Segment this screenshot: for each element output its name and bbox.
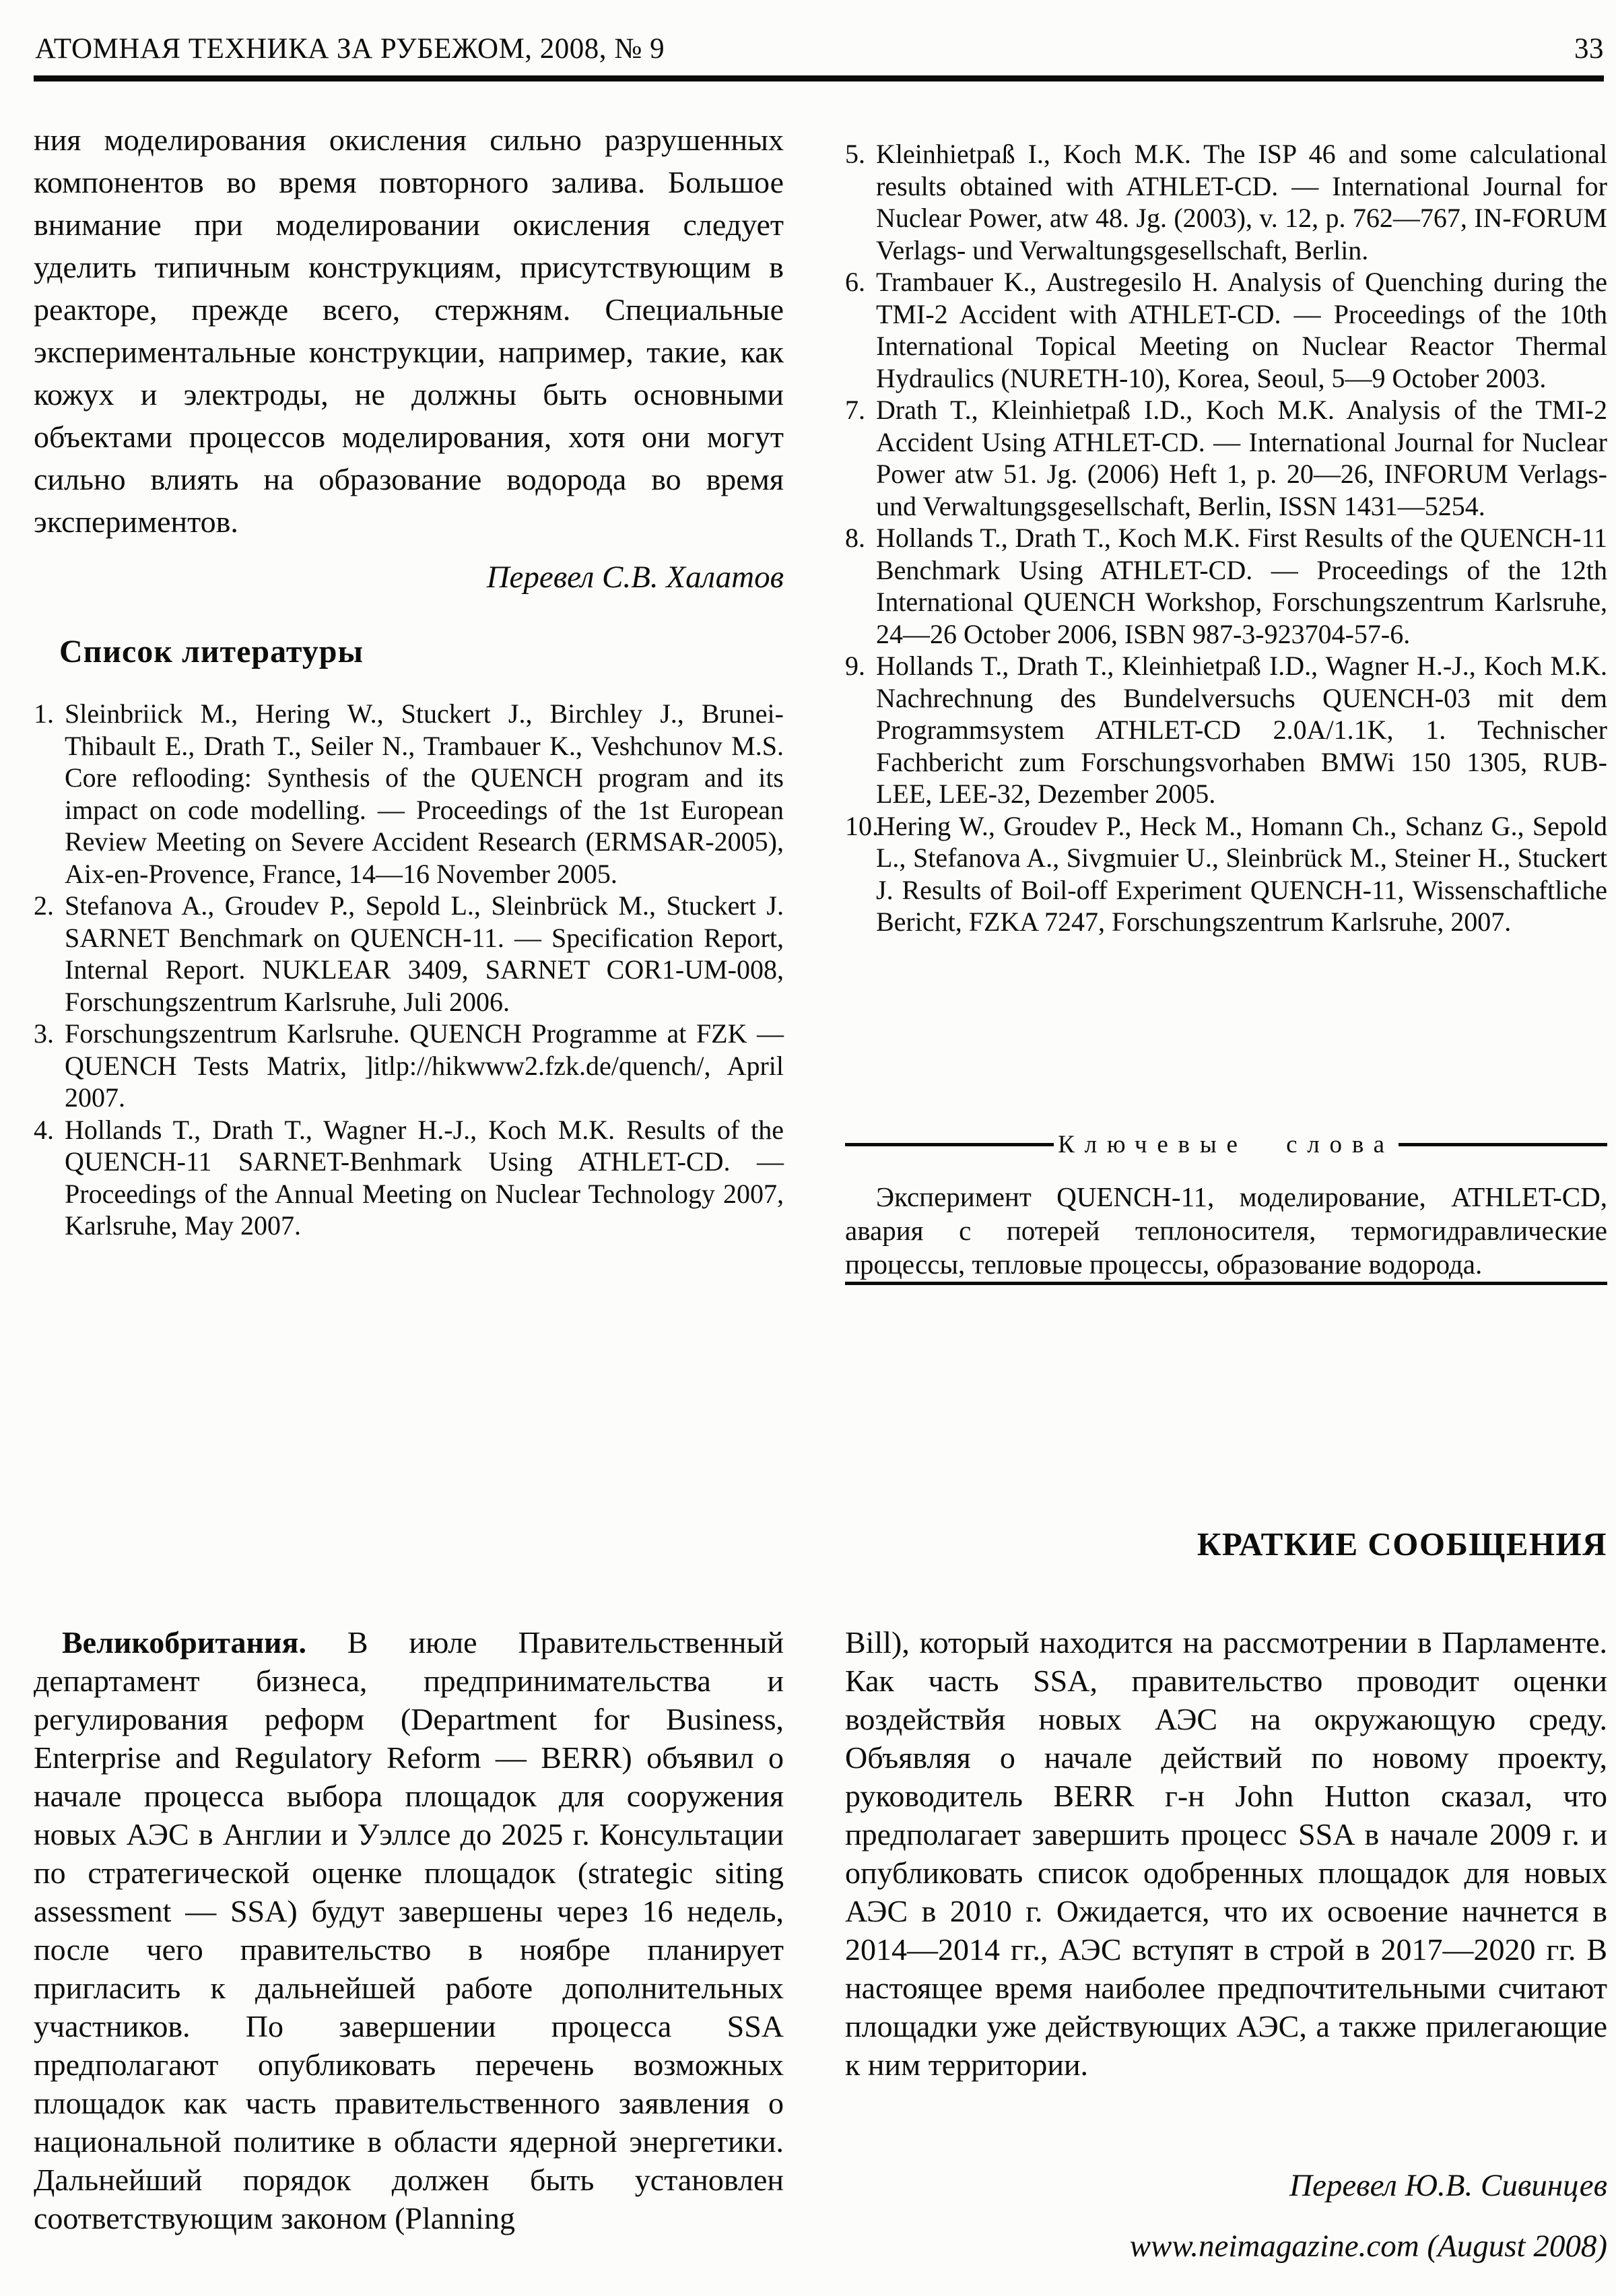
- keywords-rule-left: [845, 1143, 1054, 1146]
- reference-text: Hering W., Groudev P., Heck M., Homann Ch., Schanz G., Sepold L., Stefanova A., Sivgmuier U., Sleinbrück M., Steiner H., Stuckert J. Results of Boil-off Experiment QUENCH-11, Wissenschaftliche Bericht, FZKA 7247, Forschungszentrum Karlsruhe, 2007.: [876, 810, 1607, 937]
- reference-number: 8.: [845, 523, 865, 553]
- reference-number: 5.: [845, 139, 865, 169]
- reference-text: Drath T., Kleinhietpaß I.D., Koch M.K. Analysis of the TMI-2 Accident Using ATHLET-CD. — International Journal for Nuclear Power atw 51. Jg. (2006) Heft 1, p. 20—26, INFORUM Verlags- und Verwaltungsgesellschaft, Berlin, ISSN 1431—5254.: [876, 395, 1607, 521]
- reference-item: [34, 1114, 784, 1242]
- journal-title: АТОМНАЯ ТЕХНИКА ЗА РУБЕЖОМ, 2008, № 9: [35, 33, 665, 65]
- reference-item: [845, 522, 1607, 650]
- news-paragraph-left: [34, 1623, 784, 2237]
- reference-number: 4.: [34, 1114, 54, 1145]
- reference-text: Hollands T., Drath T., Kleinhietpaß I.D., Wagner H.-J., Koch M.K. Nachrechnung des Bundelversuchs QUENCH-03 mit dem Programmsystem ATHLET-CD 2.0A/1.1K, 1. Technischer Fachbericht zum Forschungsvorhaben BMWi 150 1305, RUB-LEE, LEE-32, Dezember 2005.: [876, 651, 1607, 809]
- reference-number: 3.: [34, 1018, 54, 1049]
- reference-number: 10.: [845, 810, 879, 841]
- keywords-heading: [845, 1130, 1607, 1159]
- news-country-lead: Великобритания.: [62, 1625, 306, 1660]
- reference-item: [845, 810, 1607, 938]
- right-column: [845, 0, 1607, 2296]
- reference-number: 2.: [34, 890, 54, 921]
- references-list-right: [845, 138, 1607, 938]
- news-body-left: В июле Правительственный департамент бизнеса, предпринимательства и регулирования реформ (Department for Business, Enterprise and Regulatory Reform — BERR) объявил о начале процесса выбора площадок для сооружения новых АЭС в Англии и Уэллсе до 2025 г. Консультации по стратегической оценке площадок (strategic siting assessment — SSA) будут завершены через 16 недель, после чего правительство в ноябре планирует пригласить к дальнейшей работе дополнительных участников. По завершении процесса SSA предполагают опубликовать перечень возможных площадок как часть правительственного заявления о национальной политике в области ядерной энергетики. Дальнейший порядок должен быть установлен соответствующим законом (Planning: [34, 1625, 784, 2235]
- reference-item: [34, 698, 784, 890]
- reference-item: [845, 650, 1607, 810]
- left-column: [34, 0, 784, 2296]
- reference-text: Hollands T., Drath T., Wagner H.-J., Koch M.K. Results of the QUENCH-11 SARNET-Benhmark Using ATHLET-CD. — Proceedings of the Annual Meeting on Nuclear Technology 2007, Karlsruhe, May 2007.: [65, 1114, 784, 1241]
- reference-item: [34, 890, 784, 1018]
- reference-text: Trambauer K., Austregesilo H. Analysis of Quenching during the TMI-2 Accident with ATHLET-CD. — Proceedings of the 10th International Topical Meeting on Nuclear Reactor Thermal Hydraulics (NURETH-10), Korea, Seoul, 5—9 October 2003.: [876, 267, 1607, 393]
- keywords-rule-bottom: [845, 1282, 1607, 1285]
- keywords-text: Эксперимент QUENCH-11, моделирование, ATHLET-CD, авария с потерей теплоносителя, термогидравлические процессы, тепловые процессы, образование водорода.: [845, 1181, 1607, 1280]
- reference-text: Kleinhietpaß I., Koch M.K. The ISP 46 and some calculational results obtained with ATHLET-CD. — International Journal for Nuclear Power, atw 48. Jg. (2003), v. 12, p. 762—767, IN-FORUM Verlags- und Verwaltungsgesellschaft, Berlin.: [876, 139, 1607, 265]
- translator-note-2: Перевел Ю.В. Сивинцев: [1289, 2168, 1607, 2203]
- reference-text: Forschungszentrum Karlsruhe. QUENCH Programme at FZK — QUENCH Tests Matrix, ]itlp://hikwww2.fzk.de/quench/, April 2007.: [65, 1018, 784, 1113]
- references-heading: Список литературы: [59, 634, 364, 669]
- reference-item: [845, 266, 1607, 394]
- reference-text: Stefanova A., Groudev P., Sepold L., Sleinbrück M., Stuckert J. SARNET Benchmark on QUENCH-11. — Specification Report, Internal Report. NUKLEAR 3409, SARNET COR1-UM-008, Forschungszentrum Karlsruhe, Juli 2006.: [65, 890, 784, 1017]
- reference-item: [34, 1018, 784, 1114]
- reference-number: 9.: [845, 651, 865, 681]
- reference-number: 6.: [845, 267, 865, 297]
- reference-text: Hollands T., Drath T., Koch M.K. First Results of the QUENCH-11 Benchmark Using ATHLET-CD. — Proceedings of the 12th International QUENCH Workshop, Forschungszentrum Karlsruhe, 24—26 October 2006, ISBN 987-3-923704-57-6.: [876, 523, 1607, 649]
- section-heading-brief-reports: КРАТКИЕ СООБЩЕНИЯ: [1197, 1526, 1607, 1563]
- keywords-rule-right: [1399, 1143, 1607, 1146]
- news-source: www.neimagazine.com (August 2008): [1129, 2229, 1607, 2264]
- intro-paragraph: ния моделирования окисления сильно разрушенных компонентов во время повторного залива. Большое внимание при моделировании окисления следует уделить типичным конструкциям, присутствующим в реакторе, прежде всего, стержням. Специальные экспериментальные конструкции, например, такие, как кожух и электроды, не должны быть основными объектами процессов моделирования, хотя они могут сильно влиять на образование водорода во время экспериментов.: [34, 123, 784, 539]
- reference-item: [845, 138, 1607, 266]
- reference-text: Sleinbriick M., Hering W., Stuckert J., Birchley J., Brunei-Thibault E., Drath T., Seiler N., Trambauer K., Veshchunov M.S. Core reflooding: Synthesis of the QUENCH program and its impact on code modelling. — Proceedings of the 1st European Review Meeting on Severe Accident Research (ERMSAR-2005), Aix-en-Provence, France, 14—16 November 2005.: [65, 698, 784, 889]
- reference-number: 1.: [34, 698, 54, 729]
- keywords-heading-label: Ключевые слова: [1058, 1131, 1394, 1158]
- references-list-left: [34, 698, 784, 1242]
- reference-item: [845, 394, 1607, 522]
- reference-number: 7.: [845, 395, 865, 425]
- page-number: 33: [1574, 33, 1604, 65]
- translator-note: Перевел С.В. Халатов: [486, 560, 784, 595]
- news-paragraph-right: Bill), который находится на рассмотрении в Парламенте. Как часть SSA, правительство проводит оценки воздействйя новых АЭС на окружающую среду. Объявляя о начале действий по новому проекту, руководитель BERR г-н John Hutton сказал, что предполагает завершить процесс SSA в начале 2009 г. и опубликовать список одобренных площадок для новых АЭС в 2010 г. Ожидается, что их освоение начнется в 2014—2014 гг., АЭС вступят в строй в 2017—2020 гг. В настоящее время наиболее предпочтительными считают площадки уже действующих АЭС, а также прилегающие к ним территории.: [845, 1625, 1607, 2082]
